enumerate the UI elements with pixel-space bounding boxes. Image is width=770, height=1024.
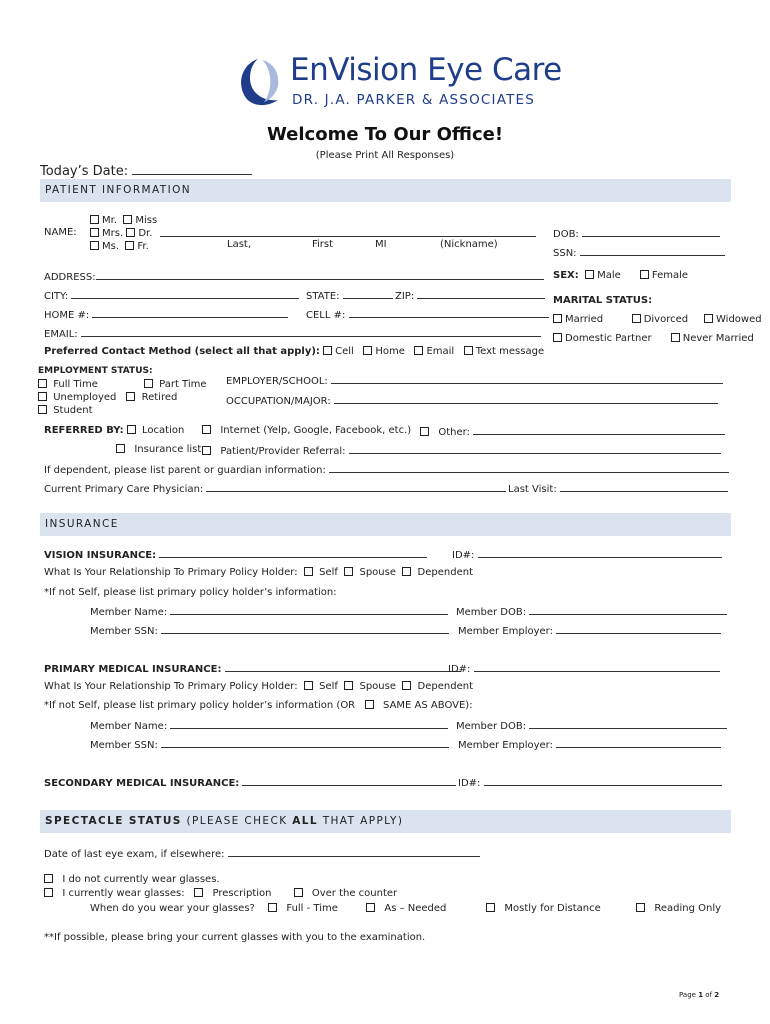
primary-member-name-field[interactable]: Member Name: bbox=[90, 719, 448, 732]
referred-patient-provider[interactable]: Patient/Provider Referral: bbox=[202, 444, 721, 457]
city-field[interactable]: CITY: bbox=[44, 289, 299, 302]
cell-phone-field[interactable]: CELL #: bbox=[306, 308, 549, 321]
page-title: Welcome To Our Office! bbox=[266, 124, 504, 145]
no-glasses-option[interactable]: I do not currently wear glasses. bbox=[44, 874, 220, 885]
state-field[interactable]: STATE: bbox=[306, 289, 393, 302]
vision-insurance-field[interactable]: VISION INSURANCE: bbox=[44, 548, 427, 561]
name-field[interactable] bbox=[160, 227, 536, 237]
when-reading[interactable]: Reading Only bbox=[636, 903, 721, 914]
name-mi-label: MI bbox=[375, 239, 387, 250]
primary-relationship-row[interactable]: What Is Your Relationship To Primary Policy Holder: Self Spouse Dependent bbox=[44, 681, 473, 692]
logo-mark bbox=[236, 56, 286, 108]
when-distance[interactable]: Mostly for Distance bbox=[486, 903, 601, 914]
referred-insurance-list[interactable]: Insurance list bbox=[116, 444, 201, 455]
email-field[interactable]: EMAIL: bbox=[44, 327, 541, 340]
primary-member-ssn-field[interactable]: Member SSN: bbox=[90, 738, 449, 751]
vision-member-name-field[interactable]: Member Name: bbox=[90, 605, 448, 618]
patient-info-header: PATIENT INFORMATION bbox=[40, 179, 731, 202]
referred-other[interactable]: Other: bbox=[420, 425, 725, 438]
wear-glasses-row[interactable]: I currently wear glasses: Prescription Over the counter bbox=[44, 888, 397, 899]
zip-field[interactable]: ZIP: bbox=[395, 289, 545, 302]
glasses-note: **If possible, please bring your current glasses with you to the examination. bbox=[44, 932, 426, 943]
dob-field[interactable]: DOB: bbox=[553, 227, 720, 240]
secondary-id-field[interactable]: ID#: bbox=[458, 776, 722, 789]
todays-date-label: Today’s Date: bbox=[40, 164, 129, 179]
primary-member-employer-field[interactable]: Member Employer: bbox=[458, 738, 721, 751]
ssn-field[interactable]: SSN: bbox=[553, 246, 725, 259]
name-last-label: Last, bbox=[227, 239, 252, 250]
vision-member-dob-field[interactable]: Member DOB: bbox=[456, 605, 727, 618]
last-visit-field[interactable]: Last Visit: bbox=[508, 482, 728, 495]
name-nickname-label: (Nickname) bbox=[440, 239, 498, 250]
referred-row1[interactable]: REFERRED BY: Location bbox=[44, 425, 185, 436]
contact-method-row[interactable]: Preferred Contact Method (select all that apply): Cell Home Email Text message bbox=[44, 346, 545, 357]
vision-relationship-row[interactable]: What Is Your Relationship To Primary Policy Holder: Self Spouse Dependent bbox=[44, 567, 473, 578]
when-full-time[interactable]: Full - Time bbox=[268, 903, 338, 914]
todays-date-field[interactable] bbox=[40, 164, 252, 179]
page-subtitle: (Please Print All Responses) bbox=[315, 150, 455, 161]
address-field[interactable]: ADDRESS: bbox=[44, 270, 544, 283]
name-first-label: First bbox=[312, 239, 334, 250]
vision-member-employer-field[interactable]: Member Employer: bbox=[458, 624, 721, 637]
logo-title: EnVision Eye Care bbox=[290, 52, 562, 88]
marital-options-row2[interactable]: Domestic Partner Never Married bbox=[553, 333, 754, 344]
physician-field[interactable]: Current Primary Care Physician: bbox=[44, 482, 506, 495]
name-label: NAME: bbox=[44, 227, 77, 238]
last-exam-field[interactable]: Date of last eye exam, if elsewhere: bbox=[44, 847, 480, 860]
primary-id-field[interactable]: ID#: bbox=[448, 662, 720, 675]
marital-options-row1[interactable]: Married Divorced Widowed bbox=[553, 314, 762, 325]
page-number: Page 1 of 2 bbox=[679, 991, 720, 999]
dependent-field[interactable]: If dependent, please list parent or guardian information: bbox=[44, 463, 729, 476]
secondary-medical-field[interactable]: SECONDARY MEDICAL INSURANCE: bbox=[44, 776, 456, 789]
logo-subtitle: DR. J.A. PARKER & ASSOCIATES bbox=[292, 92, 536, 108]
spectacle-header: SPECTACLE STATUS (PLEASE CHECK ALL THAT APPLY) bbox=[40, 810, 731, 833]
employment-status-label: EMPLOYMENT STATUS: bbox=[38, 366, 153, 376]
primary-if-not-self[interactable]: *If not Self, please list primary policy holder’s information (OR SAME AS ABOVE): bbox=[44, 700, 473, 711]
title-checkboxes[interactable]: Mr. Miss Mrs. Dr. Ms. Fr. bbox=[90, 214, 157, 253]
sex-field[interactable]: SEX: Male Female bbox=[553, 270, 689, 281]
vision-member-ssn-field[interactable]: Member SSN: bbox=[90, 624, 449, 637]
primary-medical-field[interactable]: PRIMARY MEDICAL INSURANCE: bbox=[44, 662, 461, 675]
home-phone-field[interactable]: HOME #: bbox=[44, 308, 288, 321]
when-wear-label: When do you wear your glasses? bbox=[90, 903, 255, 914]
insurance-header: INSURANCE bbox=[40, 513, 731, 536]
primary-member-dob-field[interactable]: Member DOB: bbox=[456, 719, 727, 732]
employment-options[interactable]: Full Time Part Time Unemployed Retired Student bbox=[38, 378, 207, 417]
when-as-needed[interactable]: As – Needed bbox=[366, 903, 446, 914]
marital-status-label: MARITAL STATUS: bbox=[553, 295, 653, 306]
vision-if-not-self: *If not Self, please list primary policy holder’s information: bbox=[44, 587, 337, 598]
employer-field[interactable]: EMPLOYER/SCHOOL: bbox=[226, 374, 723, 387]
referred-internet[interactable]: Internet (Yelp, Google, Facebook, etc.) bbox=[202, 425, 411, 436]
occupation-field[interactable]: OCCUPATION/MAJOR: bbox=[226, 394, 718, 407]
vision-id-field[interactable]: ID#: bbox=[452, 548, 722, 561]
